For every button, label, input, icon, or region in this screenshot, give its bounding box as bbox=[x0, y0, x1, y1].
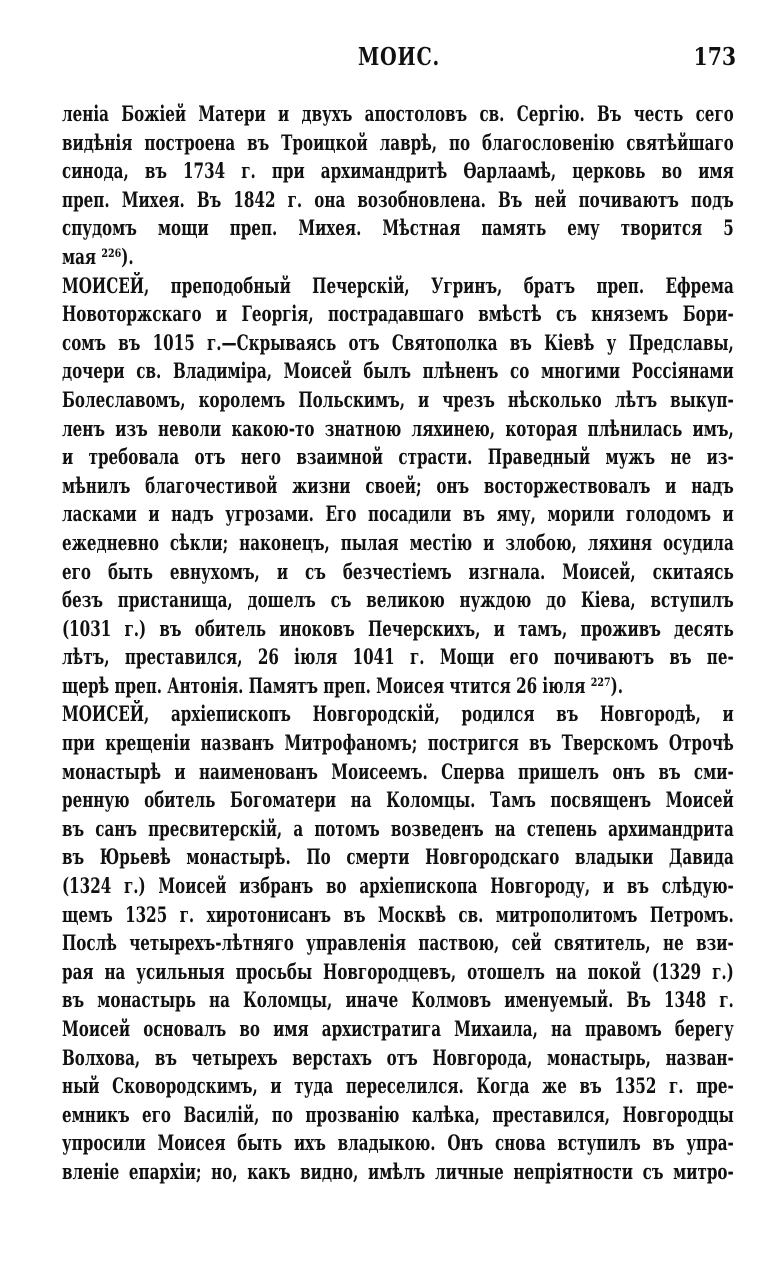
running-head: МОИС. bbox=[357, 42, 441, 71]
text-line: Волхова, въ четырехъ верстахъ отъ Новгорода, монастырь, назван- bbox=[62, 1044, 734, 1070]
text-line: въ монастырь на Коломцы, иначе Колмовъ именуемый. Въ 1348 г. bbox=[62, 987, 734, 1013]
text-line: въ Юрьевѣ монастырѣ. По смерти Новгородскаго владыки Давида bbox=[62, 844, 734, 870]
text-line: щерѣ преп. Антонія. Памятъ преп. Моисея чтится 26 іюля ²²⁷). bbox=[62, 672, 624, 698]
text-line: сомъ въ 1015 г.—Скрываясь отъ Святополка въ Кіевѣ у Предславы, bbox=[62, 329, 734, 355]
text-line: (1031 г.) въ обитель иноковъ Печерскихъ, и тамъ, проживъ десять bbox=[62, 615, 734, 641]
page-number: 173 bbox=[693, 42, 736, 71]
text-line: ный Сковородскимъ, и туда переселился. Когда же въ 1352 г. пре- bbox=[62, 1073, 734, 1099]
text-line: въ санъ пресвитерскій, а потомъ возведенъ на степень архимандрита bbox=[62, 815, 734, 841]
text-line: леніа Божіей Матери и двухъ апостоловъ св. Сергію. Въ честь сего bbox=[62, 101, 734, 126]
text-line: Новоторжскаго и Георгія, пострадавшаго вмѣстѣ съ княземъ Бори- bbox=[62, 301, 734, 327]
text-line: его быть евнухомъ, и съ безчестіемъ изгнала. Моисей, скитаясь bbox=[62, 558, 734, 584]
text-line: мая ²²⁶). bbox=[62, 243, 134, 269]
text-line: мѣнилъ благочестивой жизни своей; онъ восторжествовалъ и надъ bbox=[62, 472, 734, 498]
text-line: ленъ изъ неволи какою-то знатною ляхинею, которая плѣнилась имъ, bbox=[62, 415, 734, 441]
text-line: ежедневно сѣкли; наконецъ, пылая местію и злобою, ляхиня осудила bbox=[62, 529, 734, 555]
text-line: щемъ 1325 г. хиротонисанъ въ Москвѣ св. митрополитомъ Петромъ. bbox=[62, 901, 734, 927]
text-line: МОИСЕЙ, архіепископъ Новгородскій, родился въ Новгородѣ, и bbox=[62, 701, 734, 727]
text-line: ласками и надъ угрозами. Его посадили въ яму, морили голодомъ и bbox=[62, 501, 734, 527]
text-line: Моисей основалъ во имя архистратига Михаила, на правомъ берегу bbox=[62, 1016, 734, 1041]
text-line: синода, въ 1734 г. при архимандритѣ Ѳарлаамѣ, церковь во имя bbox=[62, 158, 734, 184]
body-text bbox=[62, 100, 734, 1187]
text-line: ренную обитель Богоматери на Коломцы. Тамъ посвященъ Моисей bbox=[62, 787, 734, 813]
text-line: и требовала отъ него взаимной страсти. Праведный мужъ не из- bbox=[62, 444, 734, 470]
text-line: (1324 г.) Моисей избранъ во архіепископа Новгороду, и въ слѣдую- bbox=[62, 873, 734, 899]
text-line: упросили Моисея быть ихъ владыкою. Онъ снова вступилъ въ упра- bbox=[62, 1130, 734, 1156]
text-line: безъ пристанища, дошелъ съ великою нуждою до Кіева, вступилъ bbox=[62, 587, 734, 613]
text-line: емникъ его Василій, по прозванію калѣка, преставился, Новгородцы bbox=[62, 1101, 734, 1127]
text-line: Болеславомъ, королемъ Польскимъ, и чрезъ нѣсколько лѣтъ выкуп- bbox=[62, 386, 734, 412]
text-line: вленіе епархіи; но, какъ видно, имѣлъ личные непріятности съ митро- bbox=[62, 1158, 734, 1184]
text-line: рая на усильныя просьбы Новгородцевъ, отошелъ на покой (1329 г.) bbox=[62, 958, 734, 984]
text-line: видѣнія построена въ Троицкой лаврѣ, по благословенію святѣйшаго bbox=[62, 129, 734, 155]
page-header bbox=[62, 36, 736, 86]
text-line: дочери св. Владиміра, Моисей былъ плѣненъ со многими Россіянами bbox=[62, 358, 734, 384]
text-line: МОИСЕЙ, преподобный Печерскій, Угринъ, братъ преп. Ефрема bbox=[62, 272, 734, 298]
text-line: при крещеніи названъ Митрофаномъ; постригся въ Тверскомъ Отрочѣ bbox=[62, 730, 734, 756]
text-line: лѣтъ, преставился, 26 іюля 1041 г. Мощи его почиваютъ въ пе- bbox=[62, 644, 734, 670]
text-line: преп. Михея. Въ 1842 г. она возобновлена. Въ ней почиваютъ подъ bbox=[62, 186, 734, 212]
text-line: Послѣ четырехъ-лѣтняго управленія паствою, сей святитель, не взи- bbox=[62, 930, 734, 956]
text-line: монастырѣ и наименованъ Моисеемъ. Сперва пришелъ онъ въ сми- bbox=[62, 758, 734, 784]
text-line: спудомъ мощи преп. Михея. Мѣстная память ему творится 5 bbox=[62, 215, 734, 241]
